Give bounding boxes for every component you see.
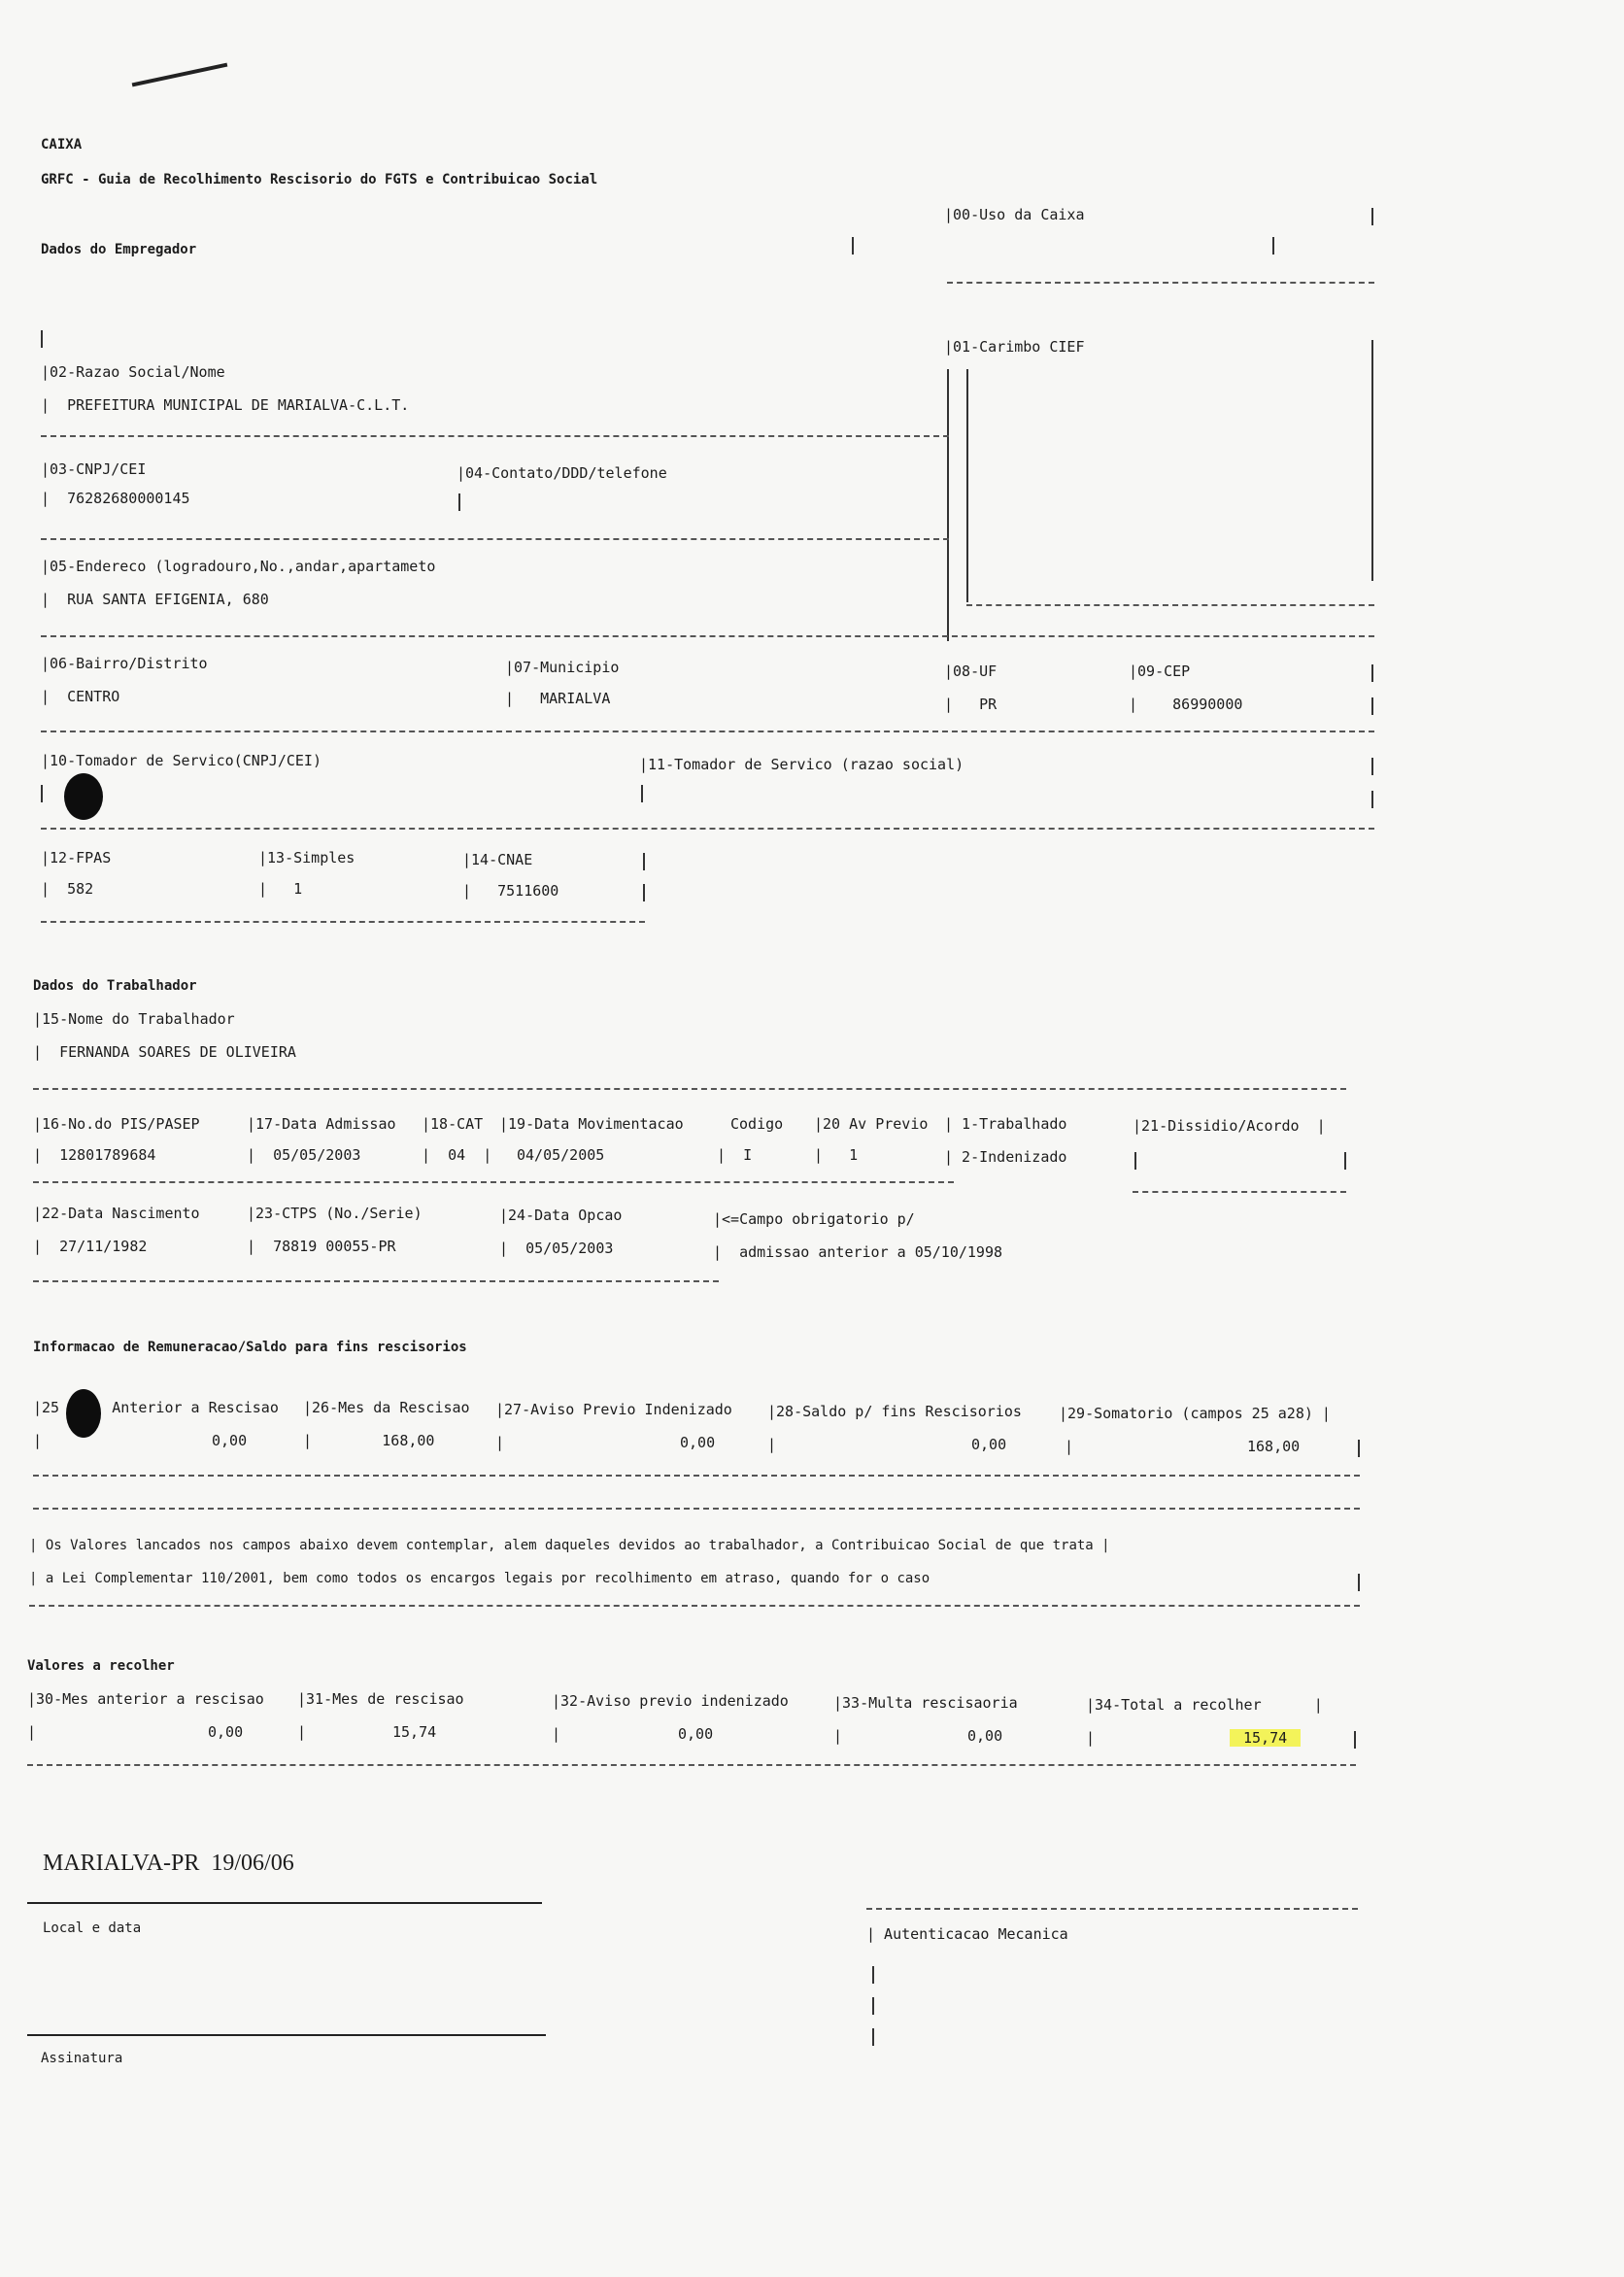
values-section-title: Valores a recolher: [27, 1658, 175, 1674]
field-00-label: |00-Uso da Caixa: [944, 206, 1085, 223]
field-02-label: |02-Razao Social/Nome: [41, 363, 225, 381]
field-18-value: | 04 |: [422, 1146, 492, 1164]
field-01-label: |01-Carimbo CIEF: [944, 338, 1085, 356]
field-31-label: |31-Mes de rescisao: [297, 1690, 464, 1708]
field-20-label: |20 Av Previo: [814, 1115, 929, 1133]
field-07-label: |07-Municipio: [505, 659, 620, 676]
field-33-label: |33-Multa rescisaoria: [833, 1694, 1018, 1712]
field-02-value: | PREFEITURA MUNICIPAL DE MARIALVA-C.L.T.: [41, 396, 410, 414]
notice-line-1: | Os Valores lancados nos campos abaixo devem contemplar, alem daqueles devidos ao trabalhador, a Contribuicao Social de que trata |: [29, 1538, 1110, 1553]
field-32-amount: 0,00: [678, 1725, 714, 1743]
mandatory-note-detail: | admissao anterior a 05/10/1998: [713, 1243, 1003, 1261]
field-12-value: | 582: [41, 880, 94, 898]
field-03-label: |03-CNPJ/CEI: [41, 460, 147, 478]
field-08-value: | PR: [944, 696, 998, 713]
field-30-amount: 0,00: [208, 1723, 244, 1741]
field-14-label: |14-CNAE: [462, 851, 533, 868]
document-title: GRFC - Guia de Recolhimento Rescisorio do FGTS e Contribuicao Social: [41, 172, 598, 187]
field-18-label: |18-CAT: [422, 1115, 484, 1133]
field-25-value: |: [33, 1432, 43, 1449]
field-20-value: | 1: [814, 1146, 859, 1164]
field-09-label: |09-CEP: [1129, 663, 1191, 680]
bank-name: CAIXA: [41, 137, 83, 153]
field-24-value: | 05/05/2003: [499, 1240, 614, 1257]
field-13-value: | 1: [258, 880, 303, 898]
notice-line-2: | a Lei Complementar 110/2001, bem como todos os encargos legais por recolhimento em atraso, quando for o caso: [29, 1571, 930, 1586]
field-11-label: |11-Tomador de Servico (razao social): [639, 756, 964, 773]
signature-label: Assinatura: [41, 2051, 123, 2066]
field-22-label: |22-Data Nascimento: [33, 1205, 200, 1222]
field-15-label: |15-Nome do Trabalhador: [33, 1010, 235, 1028]
field-32-value: |: [552, 1725, 561, 1743]
field-31-value: |: [297, 1723, 307, 1741]
field-26-label: |26-Mes da Rescisao: [303, 1399, 470, 1416]
codigo-value: | I: [717, 1146, 753, 1164]
mechanical-auth-label: | Autenticacao Mecanica: [866, 1925, 1068, 1943]
field-21-label: |21-Dissidio/Acordo |: [1133, 1117, 1326, 1135]
field-13-label: |13-Simples: [258, 849, 355, 867]
field-30-label: |30-Mes anterior a rescisao: [27, 1690, 264, 1708]
field-16-label: |16-No.do PIS/PASEP: [33, 1115, 200, 1133]
local-date-label: Local e data: [43, 1920, 142, 1936]
field-04-label: |04-Contato/DDD/telefone: [457, 464, 667, 482]
field-14-value: | 7511600: [462, 882, 559, 900]
field-05-label: |05-Endereco (logradouro,No.,andar,apartameto: [41, 558, 436, 575]
field-05-value: | RUA SANTA EFIGENIA, 680: [41, 591, 269, 608]
field-12-label: |12-FPAS: [41, 849, 112, 867]
field-30-value: |: [27, 1723, 37, 1741]
field-27-label: |27-Aviso Previo Indenizado: [495, 1401, 732, 1418]
scan-mark: [132, 63, 228, 87]
field-27-value: |: [495, 1434, 505, 1451]
field-32-label: |32-Aviso previo indenizado: [552, 1692, 789, 1710]
mandatory-note: |<=Campo obrigatorio p/: [713, 1210, 915, 1228]
field-07-value: | MARIALVA: [505, 690, 611, 707]
field-23-label: |23-CTPS (No./Serie): [247, 1205, 423, 1222]
worker-section-title: Dados do Trabalhador: [33, 978, 197, 994]
remuneration-section-title: Informacao de Remuneracao/Saldo para fins rescisorios: [33, 1340, 467, 1355]
field-33-amount: 0,00: [967, 1727, 1003, 1745]
field-19-label: |19-Data Movimentacao: [499, 1115, 684, 1133]
field-10-label: |10-Tomador de Servico(CNPJ/CEI): [41, 752, 321, 769]
place-and-date: MARIALVA-PR 19/06/06: [43, 1851, 294, 1876]
field-25-amount: 0,00: [212, 1432, 248, 1449]
field-22-value: | 27/11/1982: [33, 1238, 148, 1255]
field-19-value: 04/05/2005: [517, 1146, 605, 1164]
redaction-blot: [64, 773, 103, 820]
field-29-label: |29-Somatorio (campos 25 a28) |: [1059, 1405, 1331, 1422]
field-06-value: | CENTRO: [41, 688, 120, 705]
total-highlight: 15,74: [1230, 1729, 1301, 1747]
field-28-label: |28-Saldo p/ fins Rescisorios: [767, 1403, 1022, 1420]
field-23-value: | 78819 00055-PR: [247, 1238, 396, 1255]
field-06-label: |06-Bairro/Distrito: [41, 655, 208, 672]
field-34-label: |34-Total a recolher |: [1086, 1696, 1323, 1714]
field-17-value: | 05/05/2003: [247, 1146, 361, 1164]
field-29-amount: 168,00: [1247, 1438, 1301, 1455]
field-27-amount: 0,00: [680, 1434, 716, 1451]
field-15-value: | FERNANDA SOARES DE OLIVEIRA: [33, 1043, 296, 1061]
field-29-value: |: [1065, 1438, 1074, 1455]
option-indenizado: | 2-Indenizado: [944, 1148, 1067, 1166]
field-26-value: | 168,00: [303, 1432, 435, 1449]
field-33-value: |: [833, 1727, 843, 1745]
field-28-amount: 0,00: [971, 1436, 1007, 1453]
field-24-label: |24-Data Opcao: [499, 1206, 623, 1224]
codigo-label: Codigo: [730, 1115, 784, 1133]
field-08-label: |08-UF: [944, 663, 998, 680]
field-17-label: |17-Data Admissao: [247, 1115, 396, 1133]
option-trabalhado: | 1-Trabalhado: [944, 1115, 1067, 1133]
field-34-amount: [1230, 1729, 1301, 1747]
field-03-value: | 76282680000145: [41, 490, 190, 507]
redaction-blot-25: [66, 1389, 101, 1438]
field-31-amount: 15,74: [392, 1723, 437, 1741]
field-34-value: |: [1086, 1729, 1096, 1747]
field-09-value: | 86990000: [1129, 696, 1243, 713]
field-28-value: |: [767, 1436, 777, 1453]
employer-section-title: Dados do Empregador: [41, 242, 197, 257]
field-16-value: | 12801789684: [33, 1146, 156, 1164]
field-25-label: |25 Anterior a Rescisao: [33, 1399, 279, 1416]
